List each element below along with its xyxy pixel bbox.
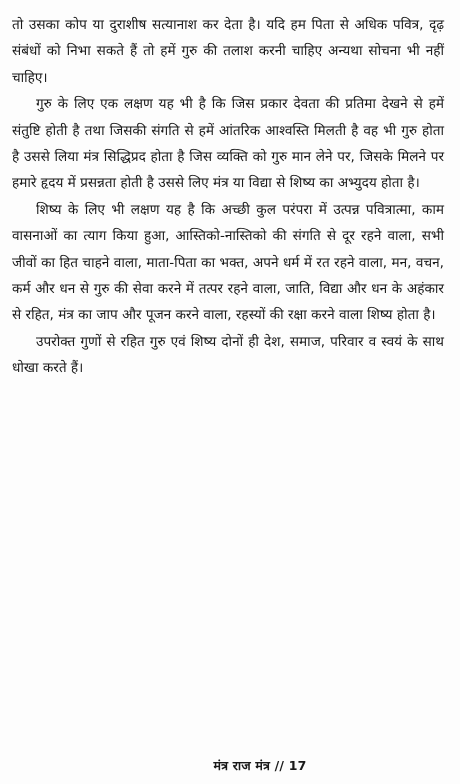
paragraph-disciple-traits: शिष्य के लिए भी लक्षण यह है कि अच्छी कुल परंपरा में उत्पन्न पवित्रात्मा, काम वासनाओं का त्याग किया हुआ, आस्तिको-नास्तिको की संगति से दूर रहने वाला, सभी जीवों का हित चाहने वाला, माता-पिता का भक्त, अपने धर्म में रत रहने वाला, मन, वचन, कर्म और धन से गुरु की सेवा करने में तत्पर रहने वाला, जाति, विद्या और धन के अहंकार से रहित, मंत्र का जाप और पूजन करने वाला, रहस्यों की रक्षा करने वाला शिष्य होता है।	[12, 201, 444, 324]
running-title-page-number: मंत्र राज मंत्र // 17	[213, 758, 307, 773]
paragraph-continued: तो उसका कोप या दुराशीष सत्यानाश कर देता है। यदि हम पिता से अधिक पवित्र, दृढ़ संबंधों को निभा सकते हैं तो हमें गुरु की तलाश करनी चाहिए अन्यथा सोचना भी नहीं चाहिए।	[12, 17, 444, 86]
body-text	[12, 12, 444, 382]
paragraph-guru-traits: गुरु के लिए एक लक्षण यह भी है कि जिस प्रकार देवता की प्रतिमा देखने से हमें संतुष्टि होती है तथा जिसकी संगति से हमें आंतरिक आश्वस्ति मिलती है वह भी गुरु होता है उससे लिया मंत्र सिद्धिप्रद होता है जिस व्यक्ति को गुरु मान लेने पर, जिसके मिलने पर हमारे हृदय में प्रसन्नता होती है उससे लिए मंत्र या विद्या से शिष्य का अभ्युदय होता है।	[12, 96, 444, 192]
paragraph-conclusion: उपरोक्त गुणों से रहित गुरु एवं शिष्य दोनों ही देश, समाज, परिवार व स्वयं के साथ धोखा करते हैं।	[12, 333, 444, 377]
page-footer	[0, 757, 460, 774]
